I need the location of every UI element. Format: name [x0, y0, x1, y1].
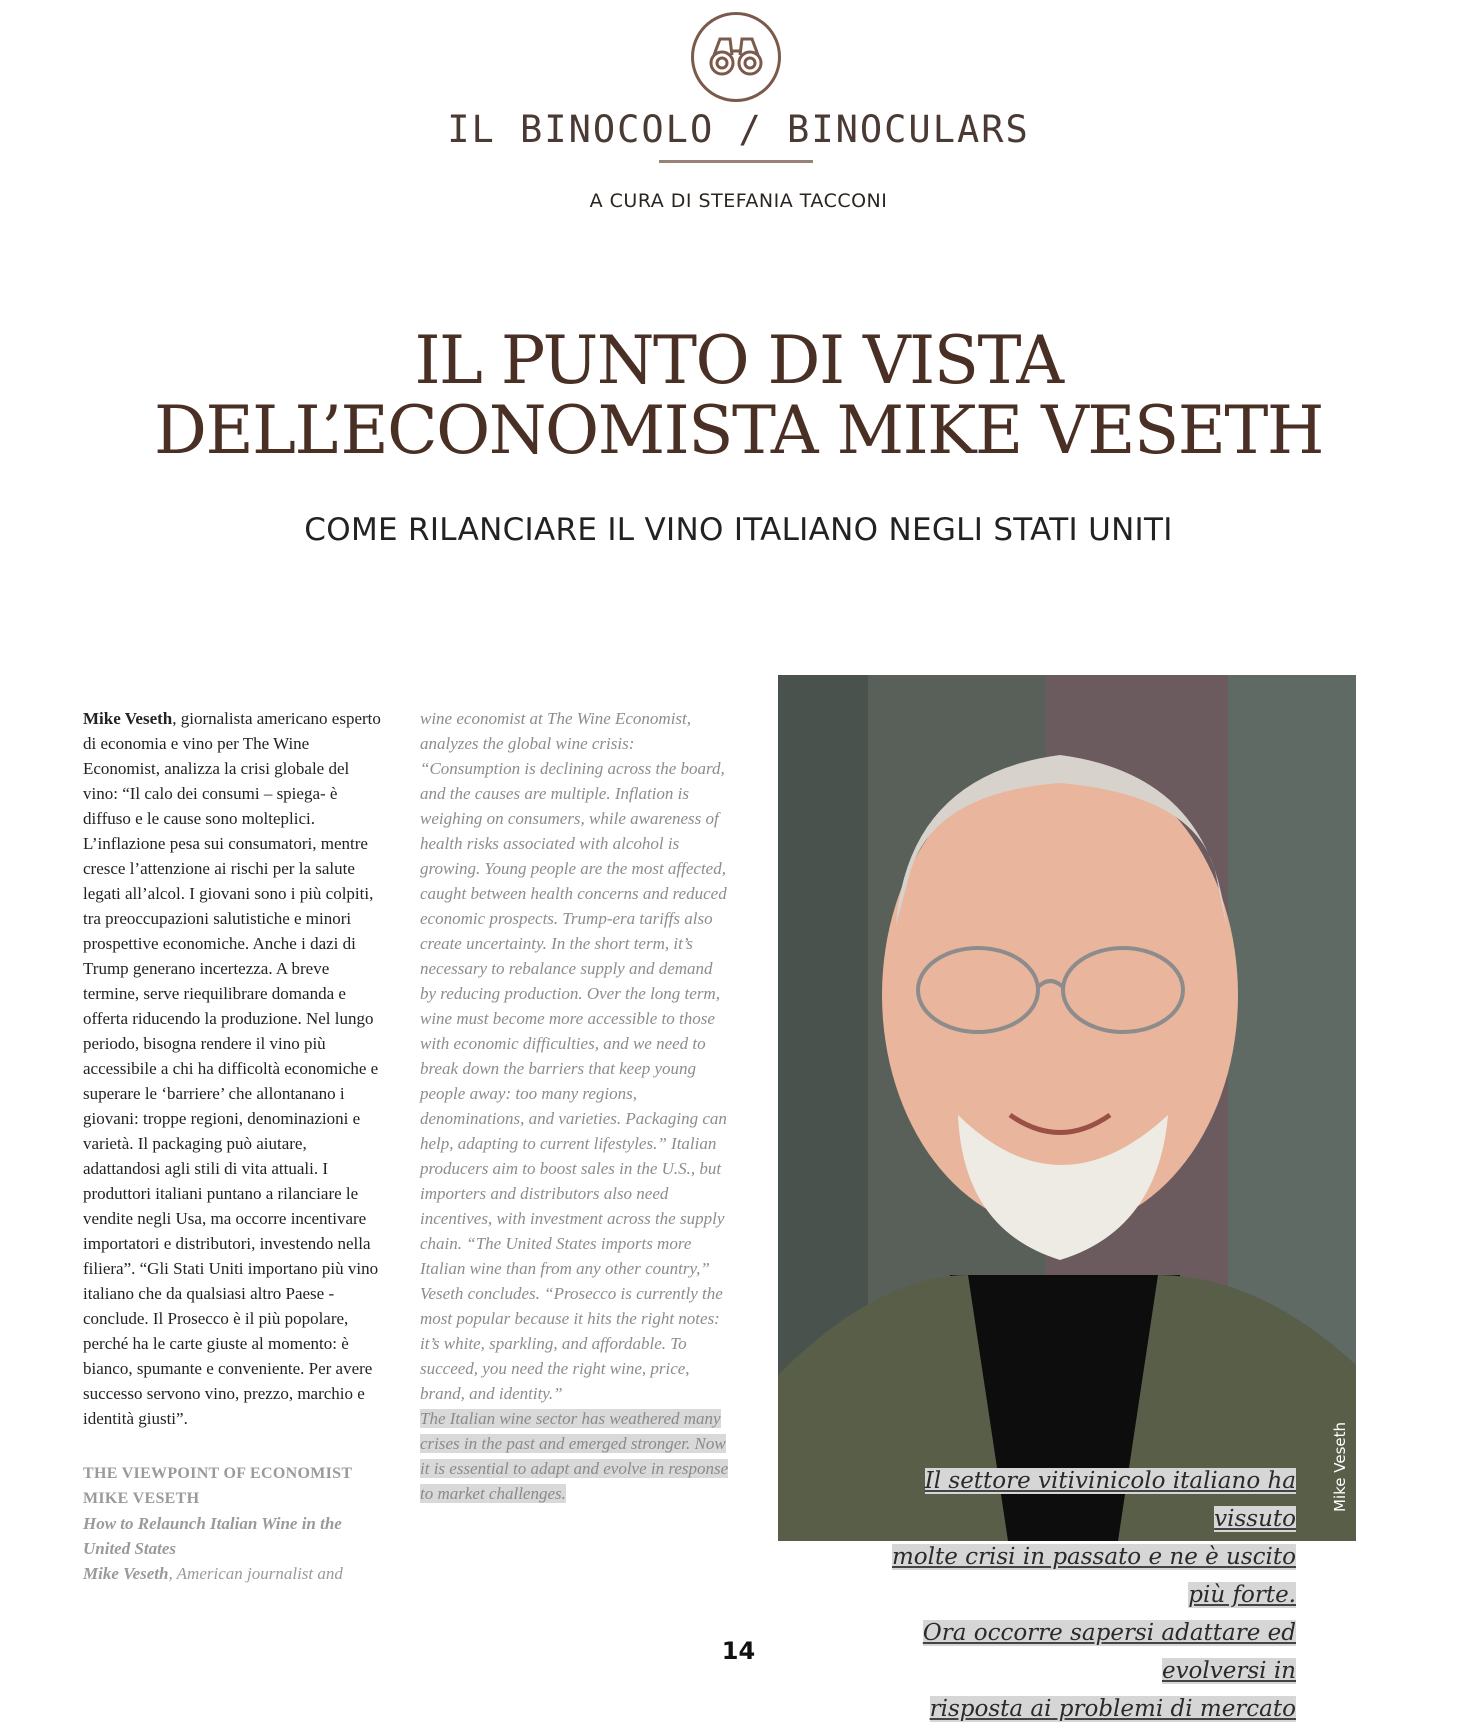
- subtitle: COME RILANCIARE IL VINO ITALIANO NEGLI STATI UNITI: [304, 512, 1173, 548]
- body-text-english: wine economist at The Wine Economist, analyzes the global wine crisis: “Consumption is declining across the board, and the causes are multiple. Inflation is weighing on consumers, while awareness of health risks associated with alcohol is growing. Young people are the most affected, caught between health concerns and reduced economic prospects. Trump-era tariffs also create uncertainty. In the short term, it’s necessary to rebalance supply and demand by reducing production. Over the long term, wine must become more accessible to those with economic difficulties, and we need to break down the barriers that keep young people away: too many regions, denominations, and varieties. Packaging can help, adapting to current lifestyles.” Italian producers aim to boost sales in the U.S., but importers and distributors also need incentives, with investment across the supply chain. “The United States imports more Italian wine than from any other country,” Veseth concludes. “Prosecco is currently the most popular because it hits the right notes: it’s white, sparkling, and affordable. To succeed, you need the right wine, price, brand, and identity.”: [420, 709, 727, 1403]
- pull-quote-italian-line-1: Il settore vitivinicolo italiano ha vissuto: [924, 1468, 1296, 1532]
- pull-quote-italian: [850, 1462, 1296, 1728]
- body-text-italian: , giornalista americano esperto di economia e vino per The Wine Economist, analizza la crisi globale del vino: “Il calo dei consumi – spiega- è diffuso e le cause sono molteplici. L’inflazione pesa sui consumatori, mentre cresce l’attenzione ai rischi per la salute legati all’alcol. I giovani sono i più colpiti, tra preoccupazioni salutistiche e minori prospettive economiche. Anche i dazi di Trump generano incertezza. A breve termine, serve riequilibrare domanda e offerta riducendo la produzione. Nel lungo periodo, bisogna rendere il vino più accessibile a chi ha difficoltà economiche e superare le ‘barriere’ che allontanano i giovani: troppe regioni, denominazioni e varietà. Il packaging può aiutare, adattandosi agli stili di vita attuali. I produttori italiani puntano a rilanciare le vendite negli Usa, ma occorre incentivare importatori e distributori, investendo nella filiera”. “Gli Stati Uniti importano più vino italiano che da qualsiasi altro Paese - conclude. Il Prosecco è il più popolare, perché ha le carte giuste al momento: è bianco, spumante e conveniente. Per avere successo servono vino, prezzo, marchio e identità giusti”.: [83, 709, 381, 1428]
- pull-quote-italian-line-2: molte crisi in passato e ne è uscito più forte.: [891, 1544, 1296, 1608]
- english-kicker-line-1: THE VIEWPOINT OF ECONOMIST: [83, 1465, 353, 1482]
- english-kicker-line-2: MIKE VESETH: [83, 1490, 200, 1507]
- page-number: 14: [721, 1637, 756, 1665]
- portrait-photo: [778, 675, 1356, 1541]
- headline-line-1: IL PUNTO DI VISTA: [414, 322, 1063, 399]
- headline: [0, 322, 1477, 469]
- byline: A CURA DI STEFANIA TACCONI: [589, 190, 888, 212]
- english-lead-tail: , American journalist and: [168, 1564, 343, 1583]
- photo-credit: Mike Veseth: [1331, 1421, 1349, 1512]
- pull-quote-english: [420, 1406, 730, 1506]
- pull-quote-italian-line-3: Ora occorre sapersi adattare ed evolversi in: [922, 1620, 1296, 1684]
- portrait-illustration: [778, 675, 1356, 1541]
- pull-quote-english-text: The Italian wine sector has weathered many crises in the past and emerged stronger. Now it is essential to adapt and evolve in response to market challenges.: [420, 1409, 729, 1503]
- pull-quote-italian-line-4: risposta ai problemi di mercato: [929, 1696, 1296, 1722]
- author-lead: Mike Veseth: [83, 709, 173, 728]
- body-column-english: [420, 706, 730, 1506]
- english-author-lead: Mike Veseth: [83, 1564, 169, 1583]
- column-title: IL BINOCOLO / BINOCULARS: [447, 108, 1030, 151]
- body-column-italian: [83, 706, 383, 1586]
- binoculars-logo: [691, 12, 781, 102]
- english-heading-block: [83, 1461, 383, 1586]
- headline-line-2: DELL’ECONOMISTA MIKE VESETH: [154, 392, 1323, 469]
- title-divider: [659, 160, 813, 163]
- english-subtitle: How to Relaunch Italian Wine in the United States: [83, 1514, 342, 1558]
- body-paragraph-italian: [83, 706, 383, 1431]
- english-lead-line: [83, 1561, 383, 1586]
- binoculars-icon: [704, 29, 768, 85]
